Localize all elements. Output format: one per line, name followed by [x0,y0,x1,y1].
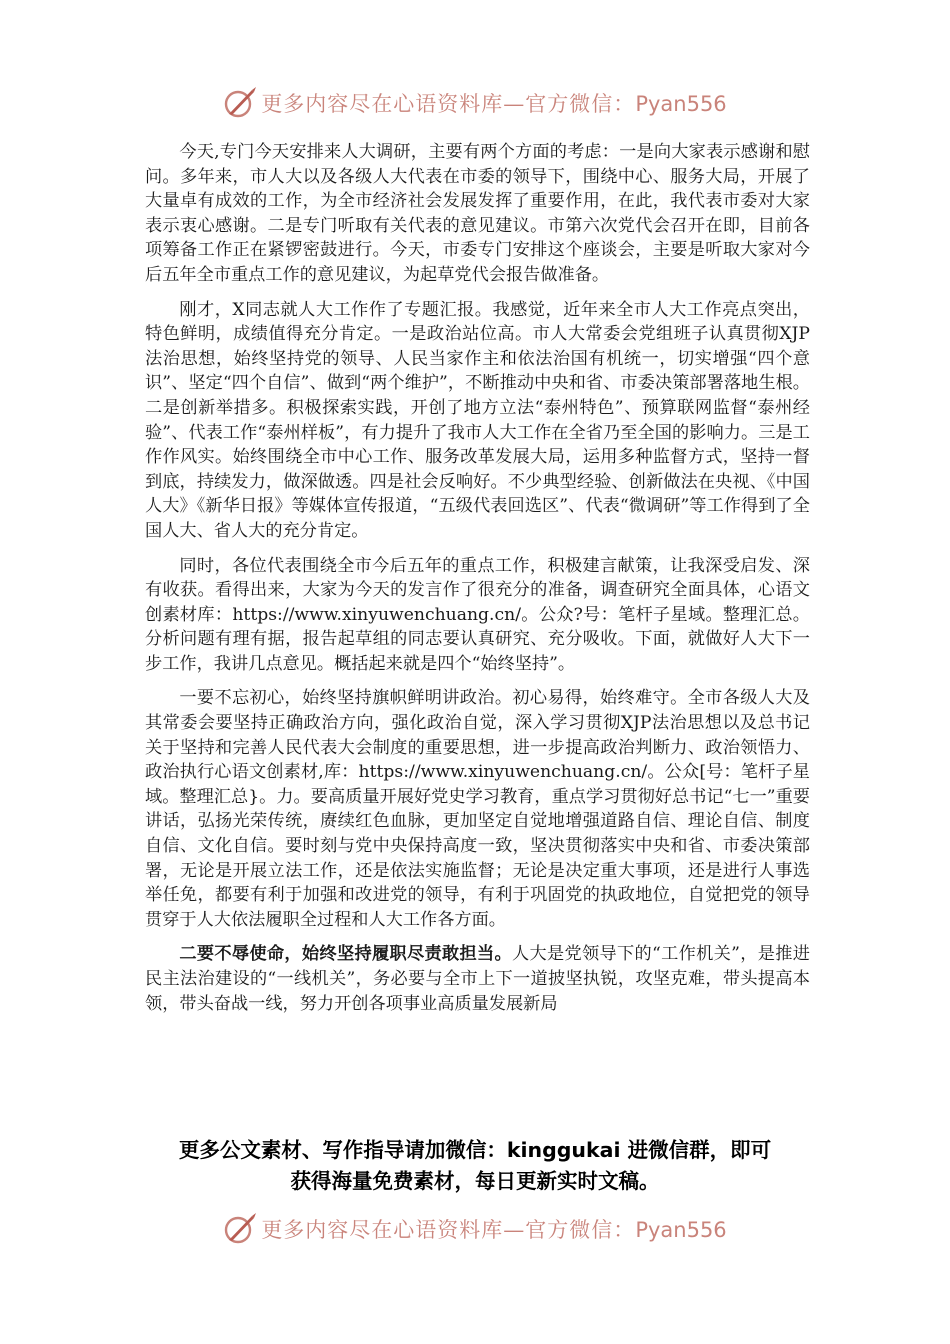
promo-line-1: 更多公文素材、写作指导请加微信：kinggukai 进微信群，即可 [178,1138,772,1162]
paragraph-4: 一要不忘初心，始终坚持旗帜鲜明讲政治。初心易得，始终难守。全市各级人大及其常委会要坚持正确政治方向，强化政治自觉，深入学习贯彻XJP法治思想以及总书记关于坚持和完善人民代表大会制度的重要思想，进一步提高政治判断力、政治领悟力、政治执行心语文创素材,库：https://www.xinyuwenchuang.cn/。公众[号：笔杆子星域。整理汇总}。力。要高质量开展好党史学习教育，重点学习贯彻好总书记“七一”重要讲话，弘扬光荣传统，赓续红色血脉，更加坚定自觉地增强道路自信、理论自信、制度自信、文化自信。要时刻与党中央保持高度一致，坚决贯彻落实中央和省、市委决策部署，无论是开展立法工作，还是依法实施监督；无论是决定重大事项，还是进行人事选举任免，都要有利于加强和改进党的领导，有利于巩固党的执政地位，自觉把党的领导贯穿于人大依法履职全过程和人大工作各方面。 [145,688,810,930]
promo-line-2: 获得海量免费素材，每日更新实时文稿。 [290,1169,660,1193]
watermark-text: 更多内容尽在心语资料库—官方微信：Pyan556 [261,1218,727,1242]
document-body [145,140,810,1026]
footer-watermark [0,1209,950,1249]
watermark-text: 更多内容尽在心语资料库—官方微信：Pyan556 [261,92,727,116]
header-watermark [0,83,950,123]
paragraph-3: 同时，各位代表围绕全市今后五年的重点工作，积极建言献策，让我深受启发、深有收获。看得出来，大家为今天的发言作了很充分的准备，调查研究全面具体，心语文创素材库：https://www.xinyuwenchuang.cn/。公众?号：笔杆子星域。整理汇总。分析问题有理有据，报告起草组的同志要认真研究、充分吸收。下面，就做好人大下一步工作，我讲几点意见。概括起来就是四个“始终坚持”。 [145,555,810,674]
paragraph-5: 二要不辱使命，始终坚持履职尽责敢担当。人大是党领导下的“工作机关”，是推进民主法治建设的“一线机关”，务必要与全市上下一道披坚执锐，攻坚克难，带头提高本领，带头奋战一线，努力开创各项事业高质量发展新局 [145,944,810,1014]
section-heading: 二要不辱使命，始终坚持履职尽责敢担当。 [179,944,512,965]
paragraph-1: 今天,专门今天安排来人大调研，主要有两个方面的考虑：一是向大家表示感谢和慰问。多年来，市人大以及各级人大代表在市委的领导下，围绕中心、服务大局，开展了大量卓有成效的工作，为全市经济社会发展发挥了重要作用，在此，我代表市委对大家表示衷心感谢。二是专门听取有关代表的意见建议。市第六次党代会召开在即，目前各项筹备工作正在紧锣密鼓进行。今天，市委专门安排这个座谈会，主要是听取大家对今后五年全市重点工作的意见建议，为起草党代会报告做准备。 [145,142,810,285]
paragraph-2: 刚才，X同志就人大工作作了专题汇报。我感觉，近年来全市人大工作亮点突出，特色鲜明，成绩值得充分肯定。一是政治站位高。市人大常委会党组班子认真贯彻XJP法治思想，始终坚持党的领导、人民当家作主和依法治国有机统一，切实增强“四个意识”、坚定“四个自信”、做到“两个维护”，不断推动中央和省、市委决策部署落地生根。二是创新举措多。积极探索实践，开创了地方立法“泰州特色”、预算联网监督“泰州经验”、代表工作“泰州样板”，有力提升了我市人大工作在全省乃至全国的影响力。三是工作作风实。始终围绕全市中心工作、服务改革发展大局，运用多种监督方式，坚持一督到底，持续发力，做深做透。四是社会反响好。不少典型经验、创新做法在央视、《中国人大》《新华日报》等媒体宣传报道，“五级代表回选区”、代表“微调研”等工作得到了全国人大、省人大的充分肯定。 [145,299,810,541]
quill-logo-icon [223,86,257,120]
quill-logo-icon [223,1212,257,1246]
promo-banner [140,1135,810,1197]
